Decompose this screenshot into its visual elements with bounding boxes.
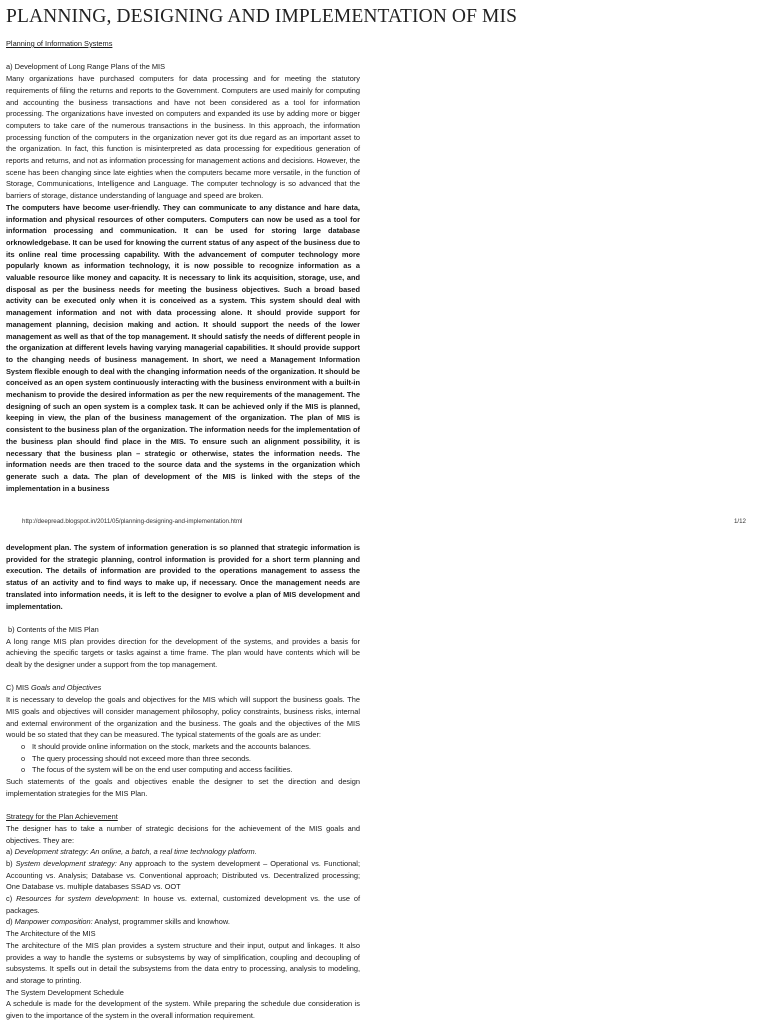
subheading-goals-italic: Goals and Objectives: [31, 683, 102, 693]
schedule-heading: The System Development Schedule: [6, 987, 124, 997]
architecture-heading: The Architecture of the MIS: [6, 929, 96, 939]
item-text: Analyst, programmer skills and knowhow.: [92, 917, 230, 927]
paragraph-2: The computers have become user-friendly. They can communicate to any distance and hare data, information and physical resources of other computers. Computers can now be used as a tool for information processing and communication. It can be used for storing large database orknowledgebase. It can be used for knowing the current status of any aspect of the business due to its online real time processing capability. With the advancement of computer technology more popularly known as information technology, it is now possible to recognize information as a valuable resource like money and capacity. It is necessary to link its acquisition, storage, use, and disposal as per the business needs for meeting the business objectives. Such a broad based activity can be executed only when it is conceived as a system. This system should deal with management information and not with data processing alone. It should provide support for management planning, decision making and action. It should support the needs of the lower management as well as that of the top management. It should satisfy the needs of different people in the organization at different levels having varying managerial capabilities. It should provide support to the changing needs of business management. In short, we need a Management Information System flexible enough to deal with the changing information needs of the organization. It should be conceived as an open system continuously interacting with the business environment with a built-in mechanism to provide the desired information as per the new requirements of the management. The designing of such an open system is a complex task. It can be achieved only if the MIS is planned, keeping in view, the plan of the business management of the organization. The plan of MIS is consistent to the business plan of the organization. The information needs for the implementation of the business plan should find place in the MIS. To ensure such an alignment possibility, it is necessary that the business plan – strategic or otherwise, states the information needs. The information needs are then traced to the source data and the systems in the organization which generate such a data. The plan of development of the MIS is linked with the steps of the implementation in a business: [6, 202, 360, 493]
paragraph-1: Many organizations have purchased computers for data processing and for meeting the statutory requirements of filing the returns and reports to the Government. Computers are used mainly for computing and accounting the business transactions and have not been considered as a tool for information processing. The organizations have invested on computers and expanded its use by adding more or bigger computers to take care of the numerous transactions in the business. In this approach, the information processing function of the computers in the organization never got its due regard as an important asset to the organization. In fact, this function is misinterpreted as data processing for expeditious generation of reports and returns, and not as information processing for management actions and decisions. However, the scene has been changing since late eighties when the computers became more versatile, in the function of Storage, Communications, Intelligence and Language. The computer technology is so advanced that the barriers of storage, distance understanding of language and speed are broken.: [6, 74, 360, 201]
item-label: System development strategy:: [15, 858, 117, 868]
page-footer: [22, 518, 746, 528]
list-item: o The query processing should not exceed more than three seconds.: [32, 753, 360, 765]
strategy-item-manpower: [6, 916, 360, 928]
strategy-item-development: [6, 846, 360, 858]
strategy-item-resources: [6, 893, 360, 916]
item-prefix: a): [6, 847, 15, 857]
item-text: In house vs. external, customized development vs. the use of packages.: [6, 894, 361, 915]
page-number: 1/12: [733, 518, 746, 525]
subheading-contents-of-plan: b) Contents of the MIS Plan: [8, 624, 99, 634]
paragraph-goals-summary: Such statements of the goals and objectives enable the designer to set the direction and design implementation strategies for the MIS Plan.: [6, 777, 360, 798]
item-label: Manpower composition:: [14, 917, 93, 927]
strategy-item-system-development: [6, 858, 360, 893]
schedule-paragraph: A schedule is made for the development of the system. While preparing the schedule due consideration is given to the importance of the system in the overall information requirement.: [6, 999, 360, 1021]
strategy-heading: Strategy for the Plan Achievement: [6, 812, 118, 822]
architecture-paragraph: The architecture of the MIS plan provides a system structure and their input, output and linkages. It also provides a way to handle the systems or subsystems by way of simplification, coupling and decoupling of subsystems. It spells out in detail the subsystems from the data entry to processing, analysis to modeling, and storage to printing.: [6, 940, 360, 985]
subheading-goals-objectives: [6, 682, 360, 694]
list-item: o It should provide online information on the stock, markets and the accounts balances.: [32, 741, 360, 753]
paragraph-goals: It is necessary to develop the goals and objectives for the MIS which will support the business goals. The MIS goals and objectives will consider management philosophy, policy constraints, business risks, internal and external environment of the organization and the business. The goals and the objectives of the MIS would be so stated that they can be measured. The typical statements of the goals are as under:: [6, 695, 360, 740]
item-prefix: b): [6, 858, 16, 868]
paragraph-continued: development plan. The system of information generation is so planned that strategic information is provided for the strategic planning, control information is provided for a short term planning and execution. The details of information are provided to the operations management to assess the status of an activity and to find ways to make up, if necessary. Once the management needs are translated into information needs, it is left to the designer to evolve a plan of MIS development and implementation.: [6, 543, 360, 611]
page-title: PLANNING, DESIGNING AND IMPLEMENTATION OF MIS: [6, 6, 518, 27]
item-label: Development strategy:: [14, 847, 89, 857]
item-prefix: c): [6, 894, 17, 904]
paragraph-contents: A long range MIS plan provides direction for the development of the systems, and provides a basis for achieving the specific targets or tasks against a time frame. The plan would have contents which will be dealt by the designer under a support from the top management.: [6, 636, 360, 670]
subheading-goals-prefix: C) MIS: [6, 683, 32, 693]
subheading-long-range-plans: a) Development of Long Range Plans of the MIS: [6, 62, 165, 72]
section-heading-planning: Planning of Information Systems: [6, 39, 113, 48]
item-text: An online, a batch, a real time technology platform.: [88, 847, 257, 857]
goals-bullet-list: [6, 741, 360, 776]
item-text: Any approach to the system development – Operational vs. Functional; Accounting vs. Analysis; Database vs. Conventional approach; Distributed vs. Decentralized processing; One Database vs. multiple databases SSAD vs. OOT: [6, 858, 360, 892]
item-label: Resources for system development:: [16, 894, 140, 904]
source-url-link[interactable]: http://deepread.blogspot.in/2011/05/planning-designing-and-implementation.html: [22, 518, 243, 525]
strategy-intro: The designer has to take a number of strategic decisions for the achievement of the MIS goals and objectives. They are:: [6, 823, 360, 845]
page2-column: [6, 542, 360, 1022]
page1-column: [6, 38, 360, 494]
item-prefix: d): [6, 917, 15, 927]
list-item: o The focus of the system will be on the end user computing and access facilities.: [32, 764, 360, 776]
